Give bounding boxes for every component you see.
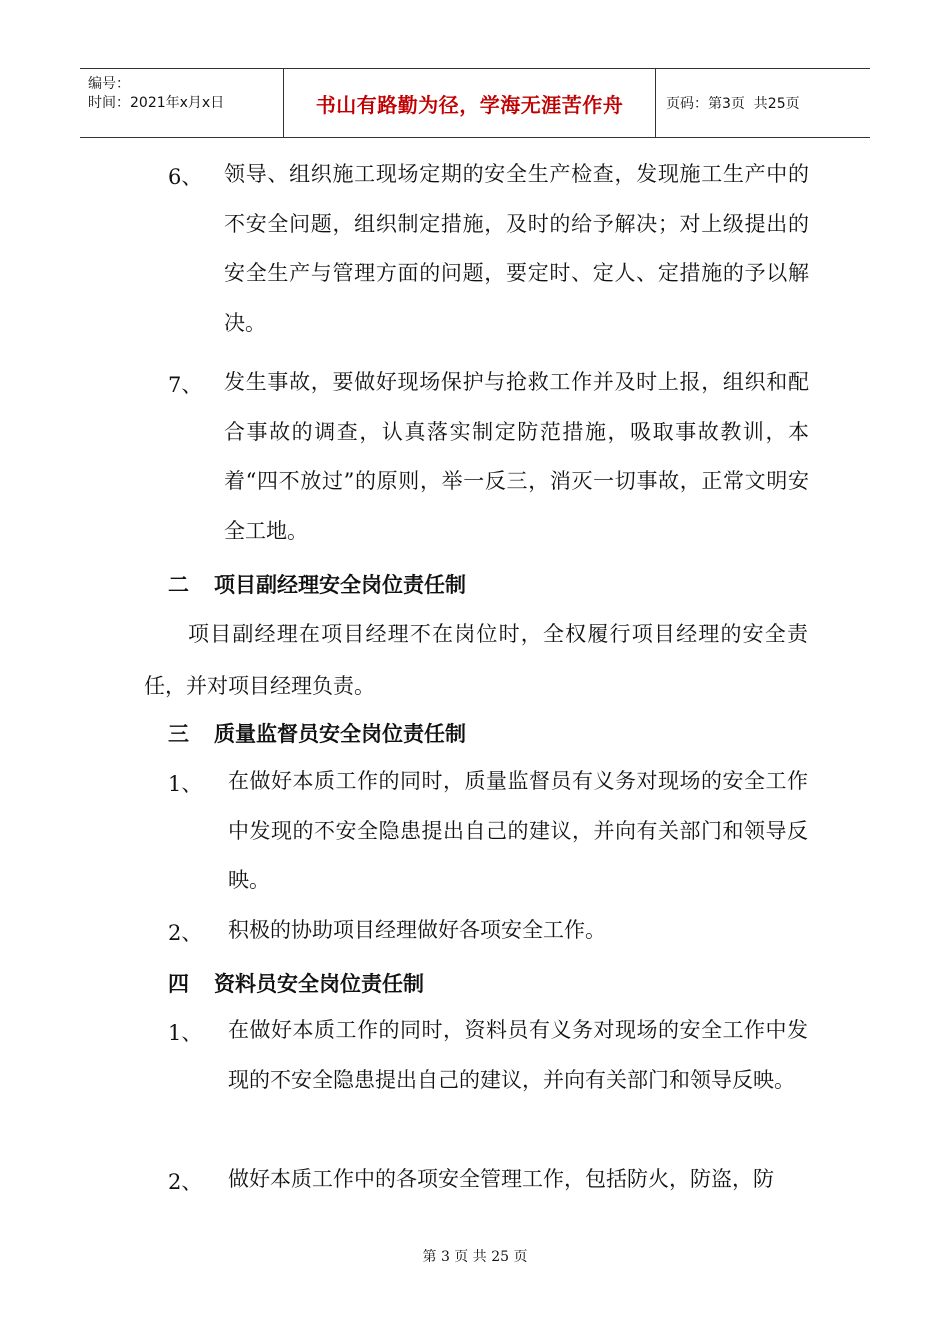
page-footer [0,1246,950,1266]
list-number: 6、 [168,165,203,189]
list-number: 1、 [168,772,203,796]
section-number: 三 [168,722,189,746]
section-number: 二 [168,573,189,597]
header-motto: 书山有路勤为径，学海无涯苦作舟 [284,69,656,137]
list-text: 在做好本质工作的同时，质量监督员有义务对现场的安全工作中发现的不安全隐患提出自己的建议，并向有关部门和领导反映。 [228,769,808,892]
page-info-text: 页码：第3页 共25页 [666,96,800,112]
list-text: 领导、组织施工现场定期的安全生产检查，发现施工生产中的不安全问题，组织制定措施，及时的给予解决；对上级提出的安全生产与管理方面的问题，要定时、定人、定措施的予以解决。 [224,162,809,335]
list-text: 做好本质工作中的各项安全管理工作，包括防火，防盗，防 [228,1167,774,1191]
section-title: 资料员安全岗位责任制 [214,972,424,996]
list-number: 2、 [168,921,203,945]
section-heading [168,968,424,998]
list-number: 2、 [168,1170,203,1194]
list-text: 积极的协助项目经理做好各项安全工作。 [228,918,606,942]
section-heading [168,569,466,599]
section-title: 质量监督员安全岗位责任制 [214,722,466,746]
body-paragraph: 项目副经理在项目经理不在岗位时，全权履行项目经理的安全责任，并对项目经理负责。 [144,622,808,698]
header-page-info [656,69,870,137]
section-number: 四 [168,972,189,996]
document-time: 时间：2021年x月x日 [88,95,225,111]
list-number: 1、 [168,1021,203,1045]
document-header [80,68,870,138]
section-heading [168,718,466,748]
list-text: 发生事故，要做好现场保护与抢救工作并及时上报，组织和配合事故的调查，认真落实制定防范措施，吸取事故教训，本着“四不放过”的原则，举一反三，消灭一切事故，正常文明安全工地。 [224,370,809,543]
header-meta [80,69,284,137]
footer-page-number: 第 3 页 共 25 页 [422,1249,528,1265]
section-title: 项目副经理安全岗位责任制 [214,573,466,597]
list-text: 在做好本质工作的同时，资料员有义务对现场的安全工作中发现的不安全隐患提出自己的建议，并向有关部门和领导反映。 [228,1018,808,1092]
list-number: 7、 [168,373,203,397]
document-number-label: 编号： [88,76,130,92]
